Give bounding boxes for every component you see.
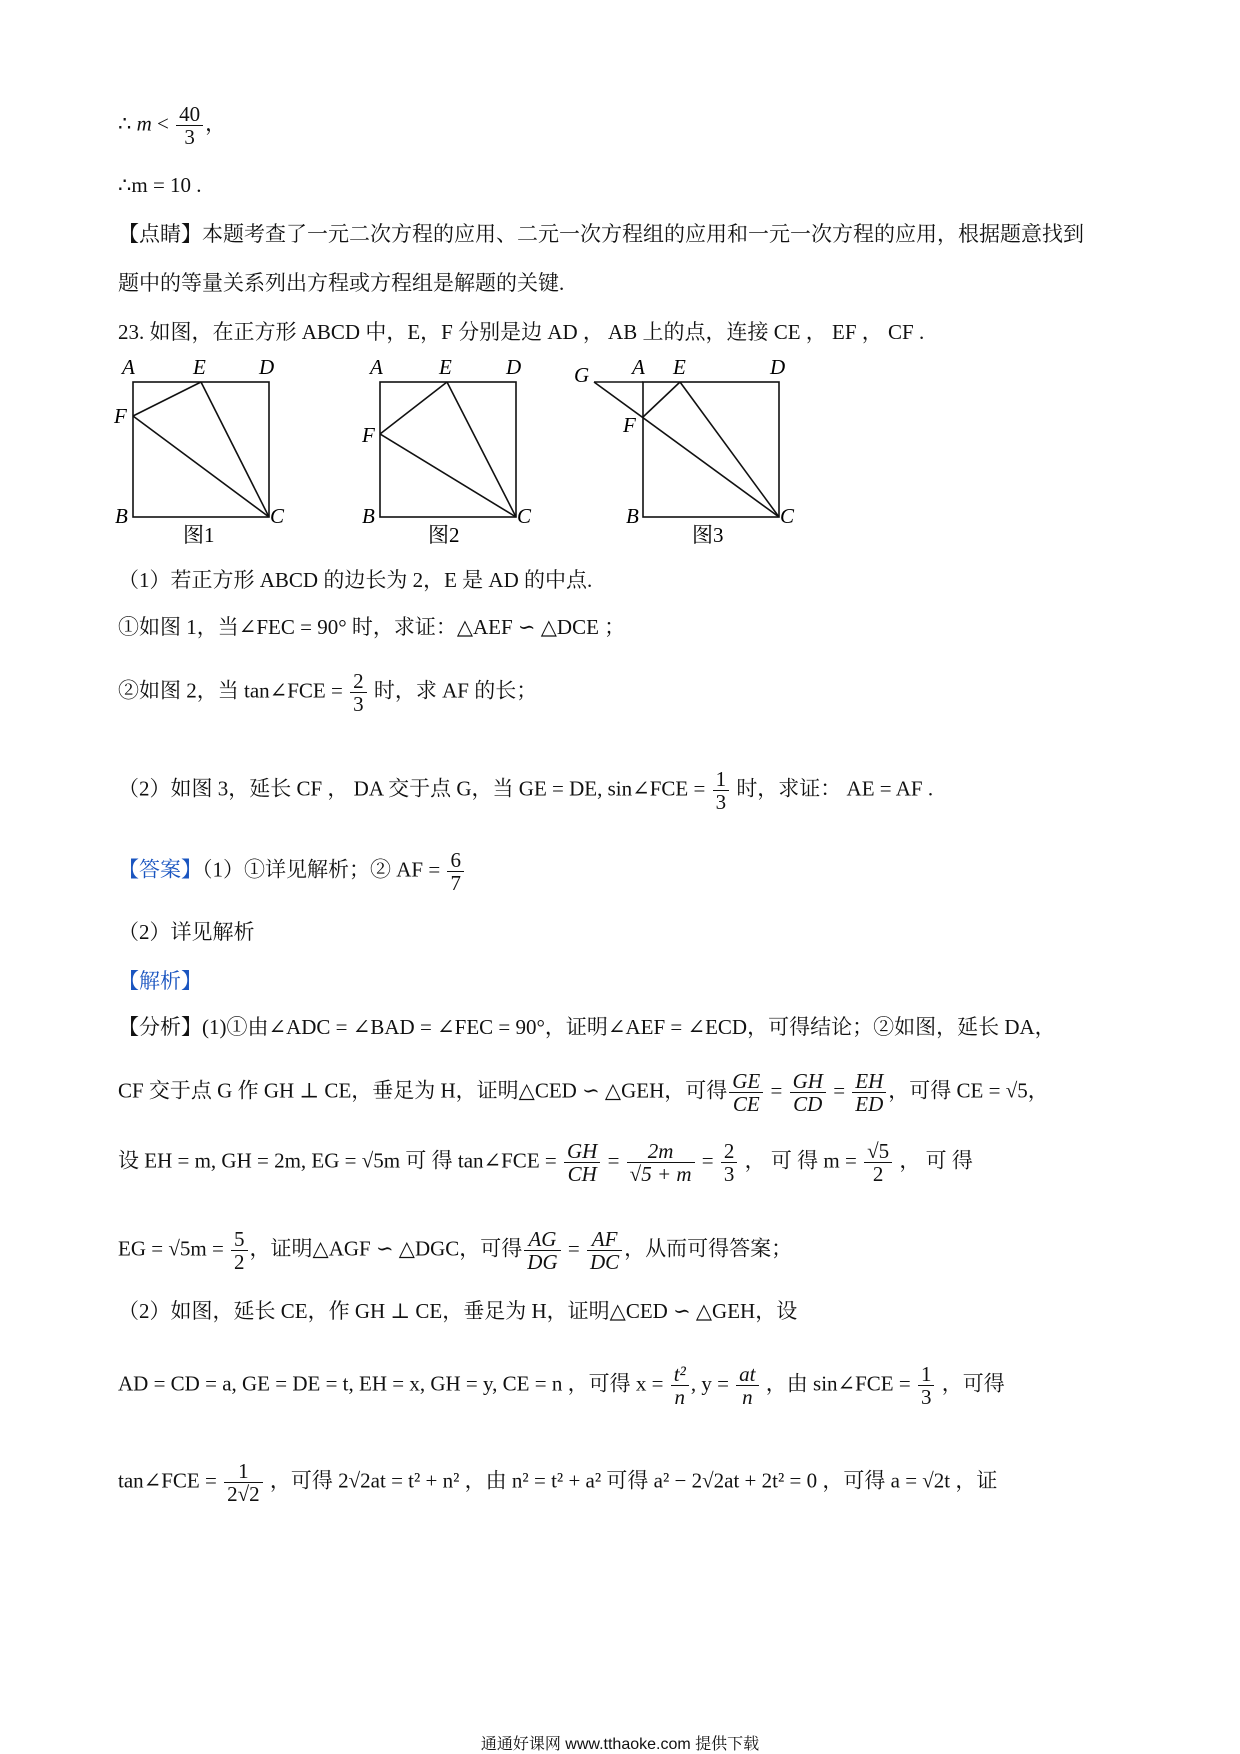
fig2-label-C: C [517, 504, 532, 528]
fraction: $\frac{1}{3}$ [713, 768, 730, 813]
fig1-caption: 图1 [183, 523, 215, 547]
fraction: $\frac{40}{3}$ [176, 103, 203, 148]
part-1-item-2: ②如图 2，当 tan∠FCE = $\frac{2}{3}$ 时，求 AF 的长； [118, 669, 538, 717]
fig3-label-B: B [626, 504, 639, 528]
fig3-caption: 图3 [692, 523, 724, 547]
fig2-label-D: D [506, 355, 522, 379]
analysis-line-3: 设 EH = m, GH = 2m, EG = √5m 可 得 tan∠FCE = $\frac{GH}{CH}$ = $\frac{2m}{√5 + m}$ = $\frac{2}{3}$ ， 可 得 m = $\frac{√5}{2}$ ， 可 得 [118, 1139, 973, 1187]
fig1-label-E: E [193, 355, 206, 379]
figure-2 [380, 382, 516, 517]
analysis-line-4: EG = √5m = $\frac{5}{2}$ ，证明△AGF ∽ △DGC，可得 $\frac{AG}{DG}$ = $\frac{AF}{DC}$ ，从而可得答案； [118, 1227, 793, 1275]
geometry-figures [0, 352, 1240, 552]
fig2-label-B: B [362, 504, 375, 528]
fig3-label-E: E [673, 355, 686, 379]
answer-line-2: （2）详见解析 [118, 920, 255, 944]
part-1: （1）若正方形 ABCD 的边长为 2，E 是 AD 的中点. [118, 568, 593, 592]
fig1-label-C: C [270, 504, 285, 528]
fraction: $\frac{2}{3}$ [350, 670, 367, 715]
fig1-label-B: B [115, 504, 128, 528]
fraction: $\frac{6}{7}$ [447, 849, 464, 894]
analysis-tag: 【分析】 [118, 1015, 202, 1039]
derivation-line-1: ∴ m < $\frac{40}{3}$ ， [118, 102, 227, 150]
part-2: （2）如图 3，延长 CF ， DA 交于点 G，当 GE = DE, sin∠FCE = $\frac{1}{3}$ 时，求证： AE = AF . [118, 767, 934, 815]
fig2-label-A: A [370, 355, 383, 379]
question-stem: 23. 如图，在正方形 ABCD 中，E，F 分别是边 AD ， AB 上的点，连接 CE ， EF ， CF . [118, 320, 925, 344]
page-footer: 通通好课网 www.tthaoke.com 提供下载 [480, 1736, 760, 1753]
analysis-line-1: 【分析】(1)①由∠ADC = ∠BAD = ∠FEC = 90°，证明∠AEF = ∠ECD，可得结论；②如图，延长 DA， [118, 1015, 1056, 1039]
fig2-caption: 图2 [428, 523, 460, 547]
fig1-label-D: D [259, 355, 275, 379]
jiexi-tag: 【解析】 [118, 969, 202, 993]
fig1-label-F: F [114, 404, 127, 428]
part-1-item-1: ①如图 1，当∠FEC = 90° 时，求证：△AEF ∽ △DCE ； [118, 615, 626, 639]
analysis-line-7: tan∠FCE = $\frac{1}{2√2}$ ，可得 2√2at = t² + n² ，由 n² = t² + a² 可得 a² − 2√2at + 2t² = 0 ，可得 a = √2t ，证 [118, 1459, 998, 1507]
fig2-label-E: E [439, 355, 452, 379]
dianjing-line-2: 题中的等量关系列出方程或方程组是解题的关键. [118, 271, 565, 295]
fig3-label-A: A [632, 355, 645, 379]
analysis-line-5: （2）如图，延长 CE，作 GH ⊥ CE，垂足为 H，证明△CED ∽ △GEH，设 [118, 1299, 798, 1323]
analysis-line-6: AD = CD = a, GE = DE = t, EH = x, GH = y, CE = n ，可得 x = $\frac{\text{t²}}{n}$ , y = $\frac{at}{n}$ ，由 sin∠FCE = $\frac{1}{3}$ ，可得 [118, 1362, 1005, 1410]
fig2-label-F: F [362, 423, 375, 447]
figure-1 [133, 382, 269, 517]
analysis-line-2: CF 交于点 G 作 GH ⊥ CE，垂足为 H，证明△CED ∽ △GEH，可得 $\frac{GE}{CE}$ = $\frac{GH}{CD}$ = $\frac{EH}{ED}$ ，可得 CE = √5， [118, 1069, 1049, 1117]
dianjing-line-1: 【点睛】本题考查了一元二次方程的应用、二元一次方程组的应用和一元一次方程的应用，根据题意找到 [118, 222, 1084, 246]
answer-tag: 【答案】 [118, 857, 202, 882]
fig3-label-C: C [780, 504, 795, 528]
fig3-label-D: D [770, 355, 786, 379]
fig3-label-F: F [623, 413, 636, 437]
figure-3 [594, 382, 779, 517]
answer-line-1: 【答案】（1）①详见解析；② AF = $\frac{6}{7}$ [118, 849, 466, 894]
derivation-line-2: ∴m = 10 . [118, 173, 202, 197]
fig1-label-A: A [122, 355, 135, 379]
fig3-label-G: G [574, 363, 590, 387]
